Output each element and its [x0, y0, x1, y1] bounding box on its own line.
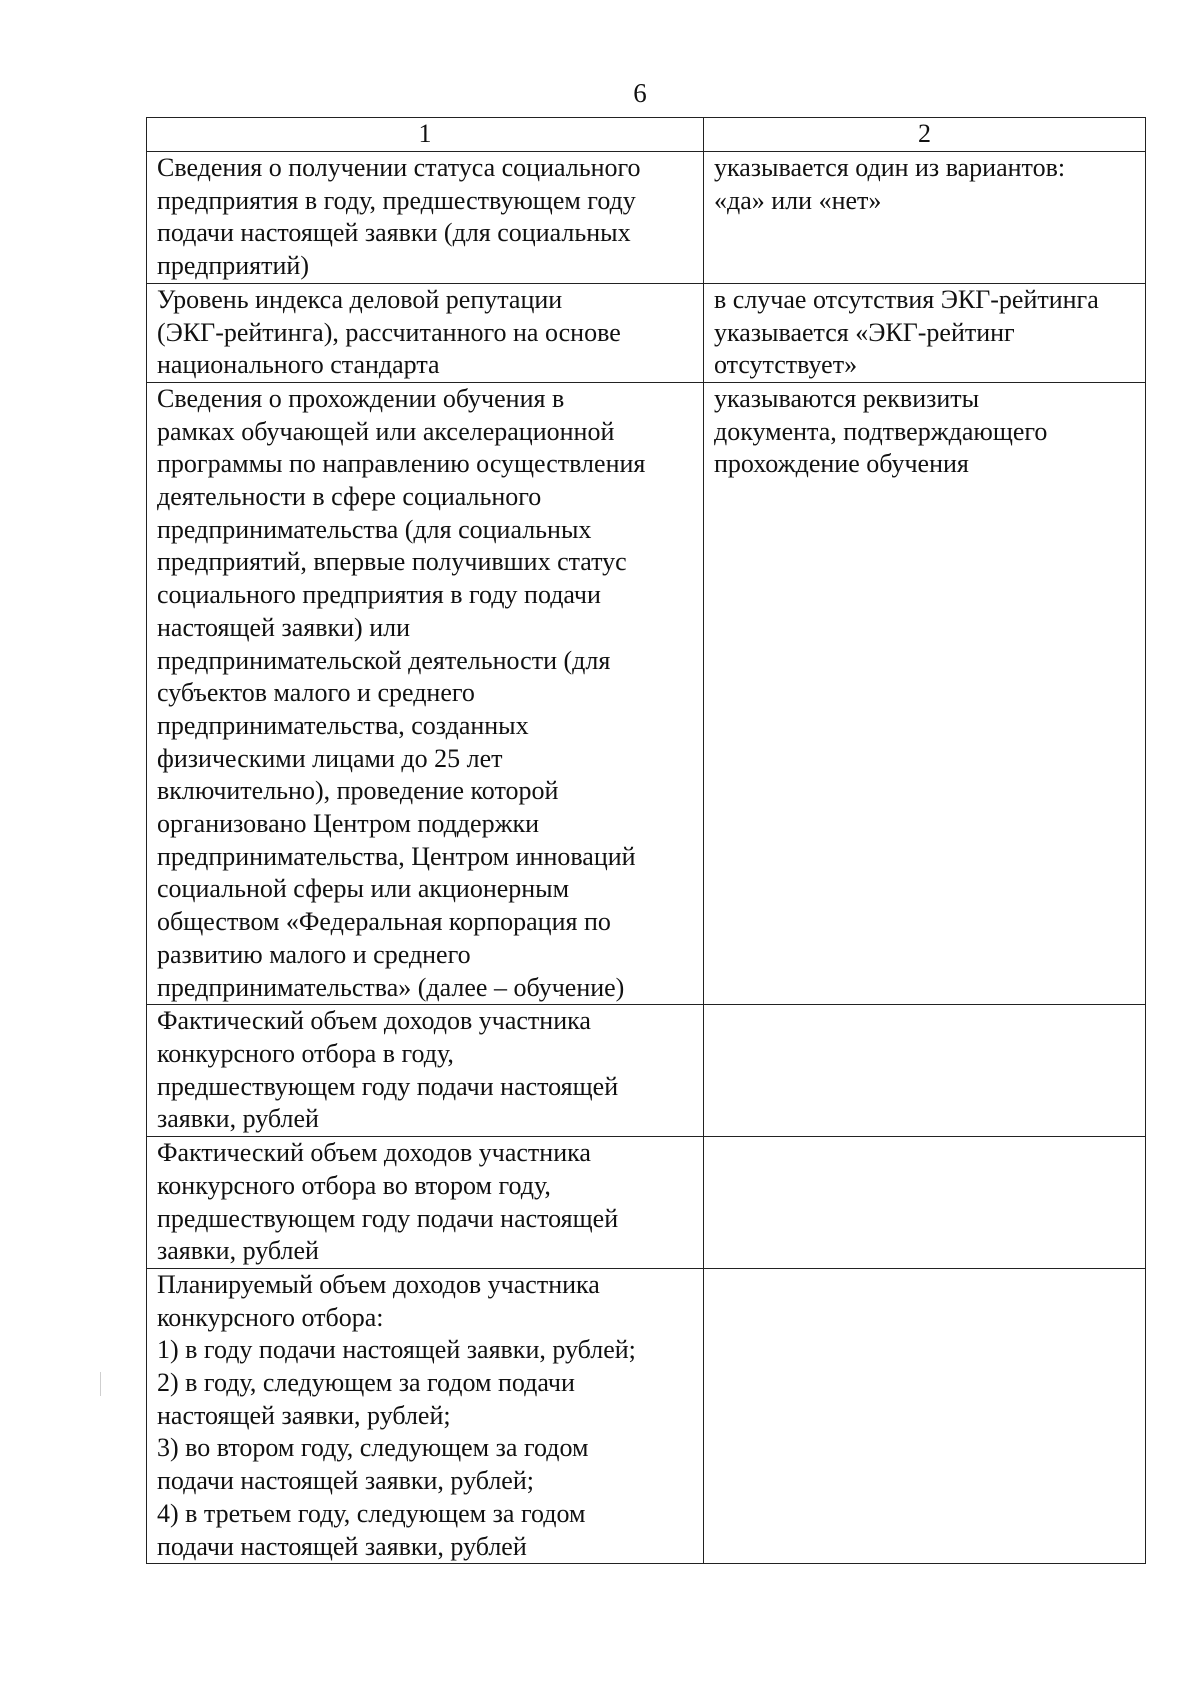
scan-margin-mark — [100, 1372, 101, 1396]
row-label-cell — [147, 1137, 704, 1269]
row-label: Фактический объем доходов участника конкурсного отбора в году, предшествующем году подачи настоящей заявки, рублей — [157, 1006, 619, 1134]
table-row-training — [147, 382, 1146, 1004]
page-number: 6 — [633, 78, 647, 108]
form-table — [146, 117, 1146, 1564]
row-value-cell — [704, 283, 1146, 382]
table-row-planned-income — [147, 1268, 1146, 1563]
row-value-cell — [704, 1005, 1146, 1137]
row-value: указываются реквизиты документа, подтверждающего прохождение обучения — [714, 383, 1048, 479]
table-header-row — [147, 118, 1146, 152]
row-value: в случае отсутствия ЭКГ-рейтинга указывается «ЭКГ-рейтинг отсутствует» — [714, 284, 1099, 380]
row-label: Фактический объем доходов участника конкурсного отбора во втором году, предшествующем году подачи настоящей заявки, рублей — [157, 1138, 619, 1266]
table-row-income-prev-year — [147, 1005, 1146, 1137]
row-label: Сведения о прохождении обучения в рамках обучающей или акселерационной программы по направлению осуществления деятельности в сфере социального предпринимательства (для социальных предприятий, впервые получивших статус социального предприятия в году подачи настоящей заявки) или предпринимательской деятельности (для субъектов малого и среднего предпринимательства, созданных физическими лицами до 25 лет включительно), проведение которой организовано Центром поддержки предпринимательства, Центром инноваций социальной сферы или акционерным обществом «Федеральная корпорация по развитию малого и среднего предпринимательства» (далее – обучение) — [157, 383, 646, 1002]
row-label-cell — [147, 382, 704, 1004]
row-value-cell — [704, 152, 1146, 284]
row-label: Сведения о получении статуса социального предприятия в году, предшествующем году подачи настоящей заявки (для социальных предприятий) — [157, 153, 641, 281]
column-header-2: 2 — [704, 118, 1146, 152]
table-row-social-status — [147, 152, 1146, 284]
column-header-1: 1 — [147, 118, 704, 152]
row-label: Уровень индекса деловой репутации (ЭКГ-рейтинга), рассчитанного на основе национального стандарта — [157, 284, 621, 380]
row-value-cell — [704, 1268, 1146, 1563]
row-value: указывается один из вариантов: «да» или «нет» — [714, 153, 1066, 215]
row-label-cell — [147, 1005, 704, 1137]
table-row-income-second-prev-year — [147, 1137, 1146, 1269]
row-label-cell — [147, 1268, 704, 1563]
row-label-cell — [147, 152, 704, 284]
table-row-reputation-index — [147, 283, 1146, 382]
row-value-cell — [704, 382, 1146, 1004]
row-label: Планируемый объем доходов участника конкурсного отбора: 1) в году подачи настоящей заявки, рублей; 2) в году, следующем за годом подачи настоящей заявки, рублей; 3) во втором году, следующем за годом подачи настоящей заявки, рублей; 4) в третьем году, следующем за годом подачи настоящей заявки, рублей — [157, 1269, 636, 1561]
row-label-cell — [147, 283, 704, 382]
row-value-cell — [704, 1137, 1146, 1269]
